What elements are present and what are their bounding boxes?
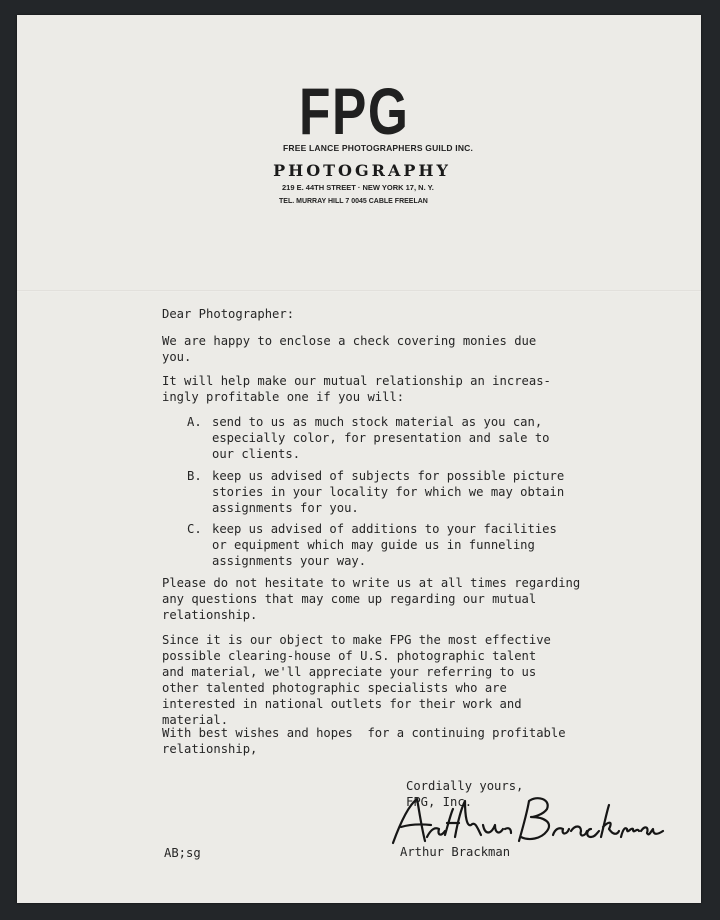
list-item-b: keep us advised of subjects for possible picture stories in your locality for which we may obtain assignments for you. — [212, 469, 565, 515]
letter-salutation: Dear Photographer: — [162, 307, 295, 321]
list-item-a: send to us as much stock material as you can, especially color, for presentation and sale to our clients. — [212, 415, 550, 461]
paper-fold-line — [17, 290, 701, 292]
letter-paragraph-1: We are happy to enclose a check covering monies due you. — [162, 334, 537, 364]
letter-paragraph-4: Since it is our object to make FPG the most effective possible clearing-house of U.S. photographic talent and material, we'll appreciate your referring to us other talented photographic specialists who are interested in national outlets for their work and material. — [162, 633, 551, 727]
typist-initials: AB;sg — [164, 846, 201, 860]
letterhead-address: 219 E. 44TH STREET · NEW YORK 17, N. Y. — [282, 183, 434, 192]
letterhead-phone-cable: TEL. MURRAY HILL 7 0045 CABLE FREELAN — [279, 198, 428, 205]
letterhead-guild-name: FREE LANCE PHOTOGRAPHERS GUILD INC. — [283, 143, 474, 153]
fpg-logo: FPG — [299, 74, 410, 148]
signer-name: Arthur Brackman — [400, 845, 511, 859]
letter-closing: Cordially yours, FPG, Inc. — [406, 779, 524, 809]
list-marker-b: B. — [187, 469, 202, 483]
letter-page — [17, 15, 701, 903]
letter-paragraph-2: It will help make our mutual relationship an increas- ingly profitable one if you will: — [162, 374, 551, 404]
list-marker-a: A. — [187, 415, 202, 429]
list-marker-c: C. — [187, 522, 202, 536]
letter-paragraph-5: With best wishes and hopes for a continuing profitable relationship, — [162, 726, 566, 756]
letterhead-photography-wordmark: PHOTOGRAPHY — [273, 161, 451, 180]
list-item-c: keep us advised of additions to your facilities or equipment which may guide us in funneling assignments your way. — [212, 522, 557, 568]
letter-paragraph-3: Please do not hesitate to write us at all times regarding any questions that may come up regarding our mutual relationship. — [162, 576, 581, 622]
